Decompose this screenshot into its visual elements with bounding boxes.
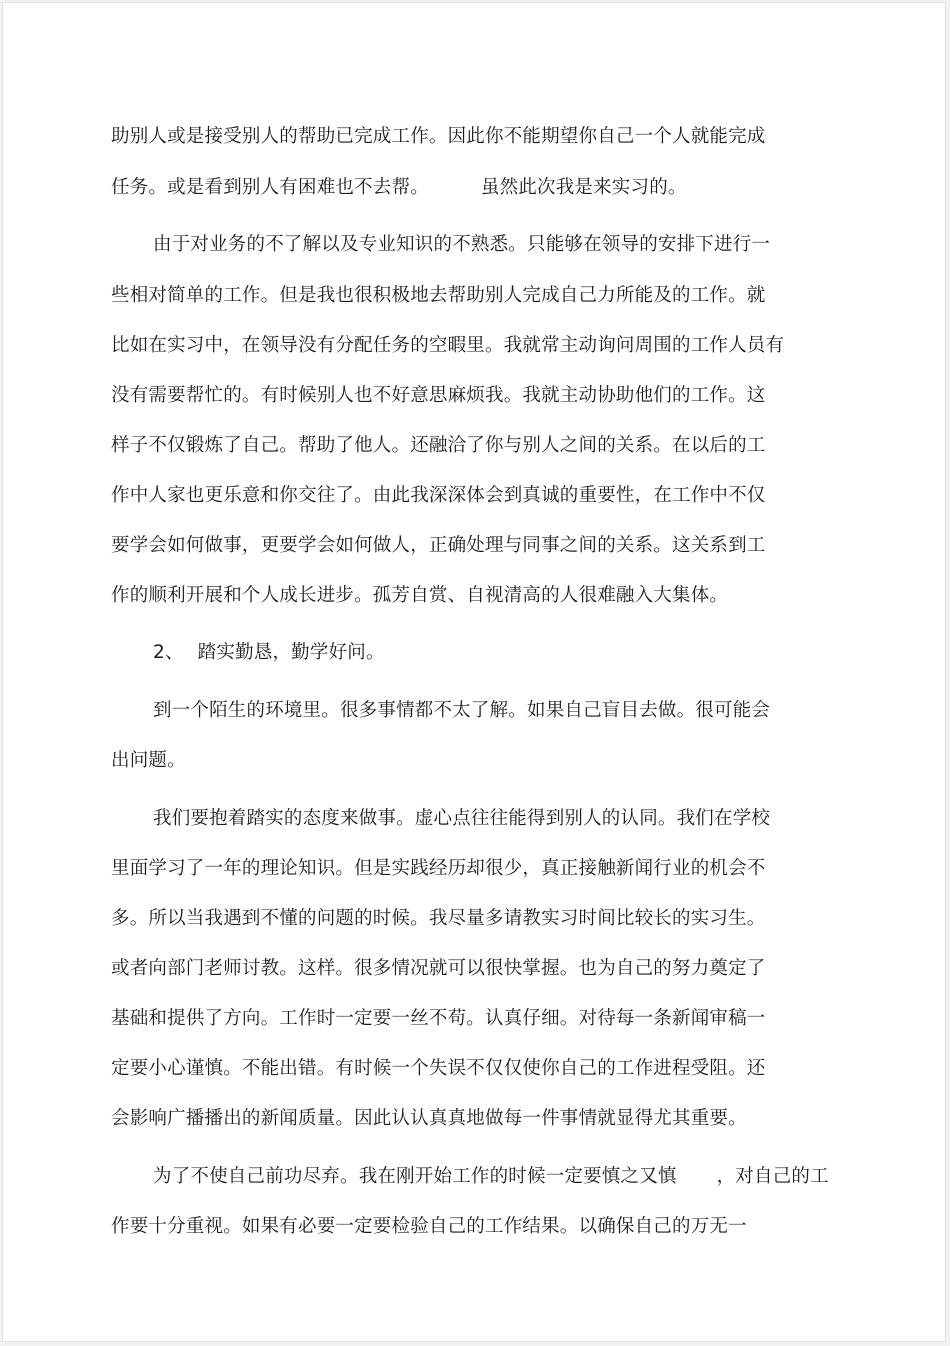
text-line: 样子不仅锻炼了自己。帮助了他人。还融洽了你与别人之间的关系。在以后的工 xyxy=(111,435,766,456)
text-line: 多。所以当我遇到不懂的问题的时候。我尽量多请教实习时间比较长的实习生。 xyxy=(111,908,766,929)
text-segment: 任务。或是看到别人有困难也不去帮。 xyxy=(111,177,429,198)
text-line: 些相对简单的工作。但是我也很积极地去帮助别人完成自己力所能及的工作。就 xyxy=(111,285,766,306)
text-line xyxy=(111,176,687,200)
text-line: 出问题。 xyxy=(111,750,186,771)
text-segment: 虽然此次我是来实习的。 xyxy=(480,177,687,198)
text-line: 作的顺利开展和个人成长进步。孤芳自赏、自视清高的人很难融入大集体。 xyxy=(111,585,729,606)
section-heading xyxy=(153,641,385,665)
text-segment: ，对自己的工 xyxy=(716,1166,829,1187)
section-number: 2、 xyxy=(153,642,184,663)
text-line: 作要十分重视。如果有必要一定要检验自己的工作结果。以确保自己的万无一 xyxy=(111,1216,747,1237)
text-line: 要学会如何做事，更要学会如何做人，正确处理与同事之间的关系。这关系到工 xyxy=(111,535,766,556)
text-line: 基础和提供了方向。工作时一定要一丝不苟。认真仔细。对待每一条新闻审稿一 xyxy=(111,1008,766,1029)
paragraph-first-line: 到一个陌生的环境里。很多事情都不太了解。如果自己盲目去做。很可能会 xyxy=(153,700,771,721)
section-title: 踏实勤恳，勤学好问。 xyxy=(197,642,385,663)
text-segment: 为了不使自己前功尽弃。我在刚开始工作的时候一定要慎之又慎 xyxy=(153,1166,677,1187)
text-line: 作中人家也更乐意和你交往了。由此我深深体会到真诚的重要性，在工作中不仅 xyxy=(111,485,766,506)
text-line: 定要小心谨慎。不能出错。有时候一个失误不仅仅使你自己的工作进程受阻。还 xyxy=(111,1058,766,1079)
paragraph-first-line xyxy=(153,1165,829,1189)
text-line: 会影响广播播出的新闻质量。因此认认真真地做每一件事情就显得尤其重要。 xyxy=(111,1108,747,1129)
text-line: 里面学习了一年的理论知识。但是实践经历却很少，真正接触新闻行业的机会不 xyxy=(111,858,766,879)
paragraph-first-line: 由于对业务的不了解以及专业知识的不熟悉。只能够在领导的安排下进行一 xyxy=(153,234,771,255)
paragraph-first-line: 我们要抱着踏实的态度来做事。虚心点往往能得到别人的认同。我们在学校 xyxy=(153,808,771,829)
text-line: 没有需要帮忙的。有时候别人也不好意思麻烦我。我就主动协助他们的工作。这 xyxy=(111,385,766,406)
text-line: 或者向部门老师讨教。这样。很多情况就可以很快掌握。也为自己的努力奠定了 xyxy=(111,958,766,979)
text-line: 比如在实习中，在领导没有分配任务的空暇里。我就常主动询问周围的工作人员有 xyxy=(111,335,785,356)
text-line: 助别人或是接受别人的帮助已完成工作。因此你不能期望你自己一个人就能完成 xyxy=(111,126,766,147)
document-page xyxy=(2,2,946,1342)
